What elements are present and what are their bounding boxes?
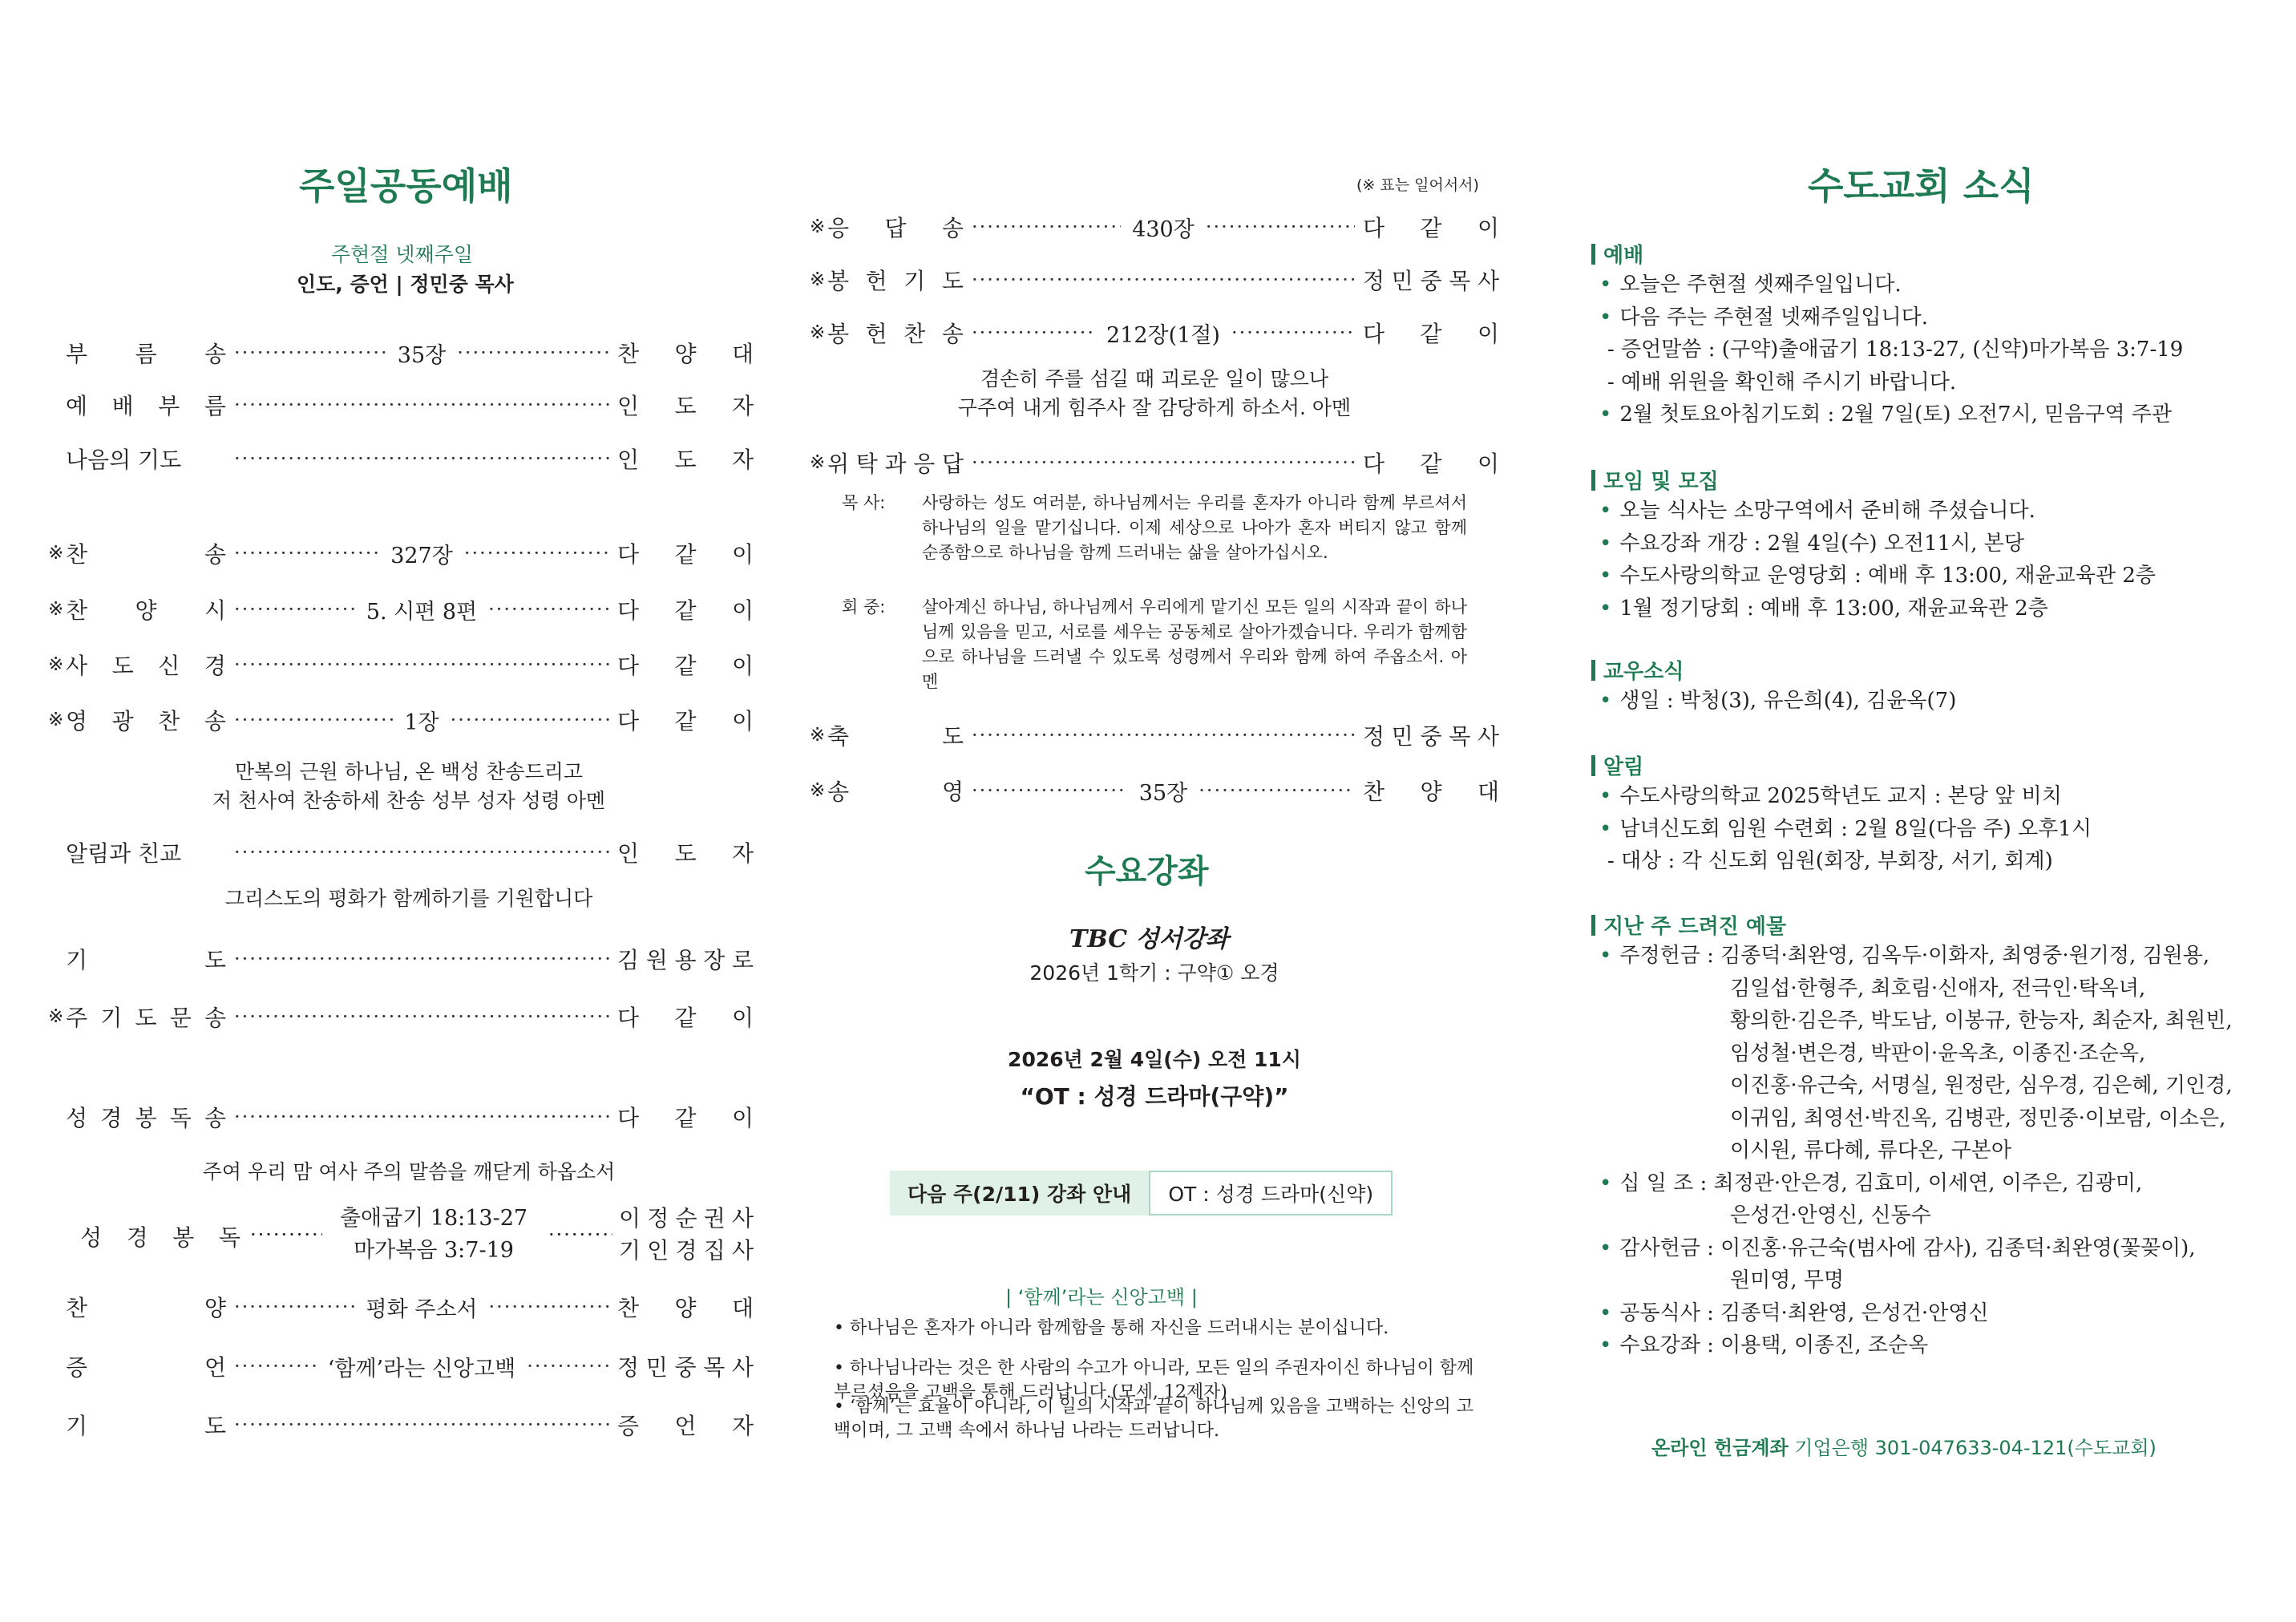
news-line [1730, 972, 2145, 1001]
bullet-icon: • [1599, 784, 1612, 808]
worship-item-row [48, 941, 754, 977]
section-heading-text: 지난 주 드려진 예물 [1603, 915, 1787, 939]
standing-mark: ※ [810, 780, 826, 801]
news-line-text: - 예배 위원을 확인해 주시기 바랍니다. [1607, 370, 1957, 394]
worship-item-detail: 430장 [1132, 216, 1194, 242]
news-line-text: 십 일 조 : 최정관·안은경, 김효미, 이세연, 이주은, 김광미, [1619, 1171, 2143, 1195]
news-line [1730, 1004, 2233, 1033]
news-line [1607, 366, 1956, 395]
news-section-heading [1591, 910, 1786, 940]
section-heading-text: 교우소식 [1603, 660, 1684, 684]
news-line-text: 수도사랑의학교 2025학년도 교지 : 본당 앞 비치 [1619, 784, 2062, 808]
news-line-text: 감사헌금 : 이진홍·유근숙(범사에 감사), 김종덕·최완영(꽃꽂이), [1619, 1236, 2196, 1260]
news-line-text: 이시원, 류다혜, 류다온, 구본아 [1730, 1139, 2011, 1163]
dot-leader [972, 269, 1355, 291]
scripture-reader: 기 인 경 집 사 [619, 1237, 754, 1264]
dot-leader [234, 594, 609, 625]
wednesday-lecture-title: 수요강좌 [1085, 853, 1209, 890]
worship-item-label: 찬 양 시 [66, 597, 226, 624]
news-line [1599, 527, 2024, 556]
news-line [1599, 812, 2092, 842]
worship-item-leader: 정 민 중 목 사 [617, 1354, 754, 1381]
worship-item-row [48, 387, 754, 423]
news-line-text: 주정헌금 : 김종덕·최완영, 김옥두·이화자, 최영중·원기정, 김원용, [1619, 944, 2210, 968]
confession-item [834, 1395, 1475, 1443]
dot-leader [234, 1005, 609, 1028]
news-line-text: 이귀임, 최영선·박진옥, 김병관, 정민중·이보람, 이소은, [1730, 1106, 2226, 1131]
confession-text: 하나님나라는 것은 한 사람의 수고가 아니라, 모든 일의 주권자이신 하나님이 함께 부르셨음을 고백을 통해 드러납니다.(모세, 12제자) [834, 1358, 1474, 1402]
worship-item-leader: 인 도 자 [617, 447, 754, 473]
dot-leader [234, 1414, 609, 1436]
worship-item-label: 부 름 송 [66, 341, 226, 367]
scripture-reader: 이 정 순 권 사 [619, 1205, 754, 1232]
news-line [1599, 301, 1928, 330]
worship-item-label: 증 언 [66, 1354, 226, 1381]
worship-item-row [810, 315, 1499, 350]
confession-text: 하나님은 혼자가 아니라 함께함을 통해 자신을 드러내시는 분이십니다. [849, 1318, 1389, 1338]
worship-item-leader: 다 같 이 [1363, 321, 1499, 347]
scripture-passages [325, 1203, 542, 1267]
worship-item-leader: 찬 양 대 [1363, 779, 1499, 805]
worship-title: 주일공동예배 [299, 164, 513, 208]
news-line [1599, 1296, 1989, 1326]
worship-item-leader: 다 같 이 [617, 708, 754, 734]
news-line-text: 2월 첫토요아침기도회 : 2월 7일(토) 오전7시, 믿음구역 주관 [1619, 402, 2173, 427]
news-section-heading [1591, 239, 1643, 269]
pastor-text: 사랑하는 성도 여러분, 하나님께서는 우리를 혼자가 아니라 함께 부르셔서 하나님의 일을 맡기십니다. 이제 세상으로 나아가 혼자 버티지 않고 함께 순종함으로 하나님을 함께 드러내는 삶을 살아가십시오. [922, 493, 1467, 562]
worship-item-detail: 327장 [390, 543, 453, 568]
worship-item-detail: 평화 주소서 [366, 1296, 478, 1322]
bullet-icon: • [1599, 689, 1612, 713]
news-title: 수도교회 소식 [1808, 164, 2035, 208]
news-line-text: 오늘은 주현절 셋째주일입니다. [1619, 273, 1902, 297]
worship-item-detail: ‘함께’라는 신앙고백 [327, 1356, 516, 1381]
worship-item-label: 나음의 기도 [66, 447, 182, 473]
worship-item-detail: 35장 [397, 342, 447, 368]
news-line [1730, 1199, 1931, 1228]
confession-text: ‘함께’는 효율이 아니라, 이 일의 시작과 끝이 하나님께 있음을 고백하는 신앙의 고백이며, 그 고백 속에서 하나님 나라는 드러납니다. [834, 1397, 1473, 1441]
worship-item-row [48, 1349, 754, 1384]
dot-leader [234, 948, 609, 970]
bullet-icon: • [1599, 273, 1612, 297]
worship-item-leader: 찬 양 대 [617, 341, 754, 367]
worship-item-label: 송 영 [827, 779, 964, 805]
bullet-icon: • [1599, 499, 1612, 523]
pastor-commission [842, 491, 1467, 565]
dot-leader [234, 1292, 609, 1323]
news-line-text: 은성건·안영신, 신동수 [1730, 1203, 1931, 1228]
reading-prayer-text: 주여 우리 맘 여사 주의 말씀을 깨닫게 하옵소서 [202, 1160, 616, 1183]
scripture-reading-row [48, 1203, 754, 1272]
worship-item-leader: 김 원 용 장 로 [617, 947, 754, 973]
section-bar-icon [1591, 915, 1595, 936]
bullet-icon: • [1599, 305, 1612, 330]
confession-item [834, 1317, 1475, 1341]
dot-leader [972, 775, 1355, 807]
scripture-passage: 출애굽기 18:13-27 [339, 1206, 528, 1231]
news-line-text: 남녀신도회 임원 수련회 : 2월 8일(다음 주) 오후1시 [1619, 816, 2092, 841]
standing-mark: ※ [810, 216, 826, 237]
section-heading-text: 예배 [1603, 244, 1644, 268]
worship-item-label: 응 답 송 [827, 215, 964, 241]
worship-item-row [48, 1099, 754, 1135]
lecture-term: 2026년 1학기 : 구약① 오경 [1029, 961, 1279, 985]
dot-leader [234, 1106, 609, 1128]
account-value: 기업은행 301-047633-04-121(수도교회) [1794, 1437, 2157, 1459]
worship-item-label: 주 기 도 문 송 [66, 1005, 226, 1031]
bullet-icon: • [834, 1358, 850, 1378]
news-line [1599, 1329, 1928, 1358]
offering-line: 구주여 내게 힘주사 잘 감당하게 하소서. 아멘 [957, 396, 1352, 419]
worship-item-label: 알림과 친교 [66, 840, 182, 867]
scripture-readers [619, 1203, 754, 1267]
worship-item-leader: 다 같 이 [617, 541, 754, 568]
doxology-line: 저 천사여 찬송하세 찬송 성부 성자 성령 아멘 [212, 789, 606, 812]
scripture-passage: 마가복음 3:7-19 [354, 1238, 514, 1263]
offering-line: 겸손히 주를 섬길 때 괴로운 일이 많으나 [980, 367, 1329, 390]
news-line-text: 김일섭·한형주, 최호림·신애자, 전극인·탁옥녀, [1730, 976, 2146, 1001]
news-line-text: 원미영, 무명 [1730, 1268, 1845, 1292]
worship-item-row [48, 835, 754, 870]
dot-leader [234, 447, 609, 470]
news-line [1730, 1102, 2225, 1131]
bullet-icon: • [1599, 816, 1612, 841]
worship-item-leader: 인 도 자 [617, 840, 754, 867]
dot-leader [234, 705, 609, 736]
scripture-label: 성 경 봉 독 [80, 1224, 241, 1251]
news-line [1599, 1167, 2142, 1196]
news-line-text: 임성철·변은경, 박판이·윤옥초, 이종진·조순옥, [1730, 1041, 2146, 1066]
news-line [1607, 844, 2053, 874]
news-line-text: 오늘 식사는 소망구역에서 준비해 주셨습니다. [1619, 499, 2035, 523]
congregation-label: 회 중: [842, 597, 886, 617]
worship-item-label: 기 도 [66, 947, 226, 973]
worship-item-label: 영 광 찬 송 [66, 708, 226, 734]
worship-item-leader: 정 민 중 목 사 [1363, 268, 1499, 294]
worship-item-detail: 35장 [1138, 780, 1188, 806]
dot-leader [972, 724, 1355, 746]
worship-item-label: 성 경 봉 독 송 [66, 1105, 226, 1131]
worship-item-leader: 증 언 자 [617, 1413, 754, 1439]
news-line-text: 수요강좌 개강 : 2월 4일(수) 오전11시, 본당 [1619, 531, 2025, 556]
leader-info: 인도, 증언 | 정민중 목사 [297, 273, 514, 296]
section-bar-icon [1591, 755, 1595, 776]
bullet-icon: • [1599, 596, 1612, 621]
bullet-icon: • [1599, 1333, 1612, 1357]
news-line [1607, 333, 2183, 362]
worship-item-detail: 1장 [404, 710, 439, 735]
section-heading-text: 모임 및 모집 [1603, 470, 1719, 494]
worship-item-label: 사 도 신 경 [66, 653, 226, 679]
dot-leader [234, 841, 609, 864]
congregation-response [842, 595, 1467, 694]
next-lecture-box [890, 1171, 1393, 1215]
bullet-icon: • [1599, 1300, 1612, 1325]
dot-leader [234, 538, 609, 569]
news-line [1599, 268, 1902, 297]
bullet-icon: • [1599, 564, 1612, 588]
standing-mark: ※ [810, 269, 826, 290]
section-bar-icon [1591, 470, 1595, 491]
news-line [1730, 1264, 1844, 1293]
next-lecture-value: OT : 성경 드라마(신약) [1149, 1171, 1393, 1215]
news-line-text: 공동식사 : 김종덕·최완영, 은성건·안영신 [1619, 1300, 1989, 1325]
worship-item-row [810, 209, 1499, 245]
news-line [1599, 779, 2062, 809]
standing-mark: ※ [48, 1006, 64, 1027]
congregation-text: 살아계신 하나님, 하나님께서 우리에게 맡기신 모든 일의 시작과 끝이 하나님께 있음을 믿고, 서로를 세우는 공동체로 살아가겠습니다. 우리가 함께함으로 하나님을 드러낼 수 있도록 성령께서 우리와 함께 하여 주옵소서. 아멘 [922, 597, 1467, 691]
news-line [1730, 1069, 2233, 1098]
worship-item-label: 기 도 [66, 1413, 226, 1439]
bullet-icon: • [1599, 1171, 1612, 1195]
worship-item-row [48, 702, 754, 738]
worship-item-row [810, 262, 1499, 297]
doxology-line: 만복의 근원 하나님, 온 백성 찬송드리고 [234, 760, 584, 783]
news-line-text: - 대상 : 각 신도회 임원(회장, 부회장, 서기, 회계) [1607, 849, 2053, 873]
worship-item-leader: 찬 양 대 [617, 1295, 754, 1321]
worship-item-label: 찬 송 [66, 541, 226, 568]
news-section-heading [1591, 655, 1684, 685]
bullet-icon: • [1599, 1236, 1612, 1260]
section-bar-icon [1591, 244, 1595, 265]
news-line-text: 이진홍·유근숙, 서명실, 원정란, 심우경, 김은혜, 기인경, [1730, 1074, 2233, 1098]
worship-item-label: 위 탁 과 응 답 [827, 451, 964, 477]
lecture-topic: “OT : 성경 드라마(구약)” [1020, 1083, 1289, 1110]
dot-leader [548, 1224, 612, 1246]
news-line [1730, 1134, 2011, 1163]
standing-mark: ※ [48, 710, 64, 730]
dot-leader [972, 318, 1355, 349]
news-section-heading [1591, 465, 1719, 495]
worship-item-leader: 다 같 이 [1363, 215, 1499, 241]
standing-mark: ※ [810, 452, 826, 473]
news-line [1599, 398, 2172, 427]
online-offering-account [1651, 1432, 2157, 1460]
news-line-text: 수요강좌 : 이용택, 이종진, 조순옥 [1619, 1333, 1929, 1357]
worship-item-leader: 정 민 중 목 사 [1363, 723, 1499, 750]
worship-item-label: 예 배 부 름 [66, 393, 226, 419]
worship-item-leader: 인 도 자 [617, 393, 754, 419]
bullet-icon: • [834, 1397, 850, 1417]
worship-item-detail: 5. 시편 8편 [366, 599, 478, 625]
dot-leader [972, 451, 1355, 474]
standing-note: (※ 표는 일어서서) [1356, 176, 1479, 194]
section-bar-icon [1591, 660, 1595, 681]
bullet-icon: • [1599, 944, 1612, 968]
news-line [1599, 592, 2048, 621]
news-line [1599, 559, 2156, 589]
worship-item-label: 축 도 [827, 723, 964, 750]
dot-leader [234, 338, 609, 369]
standing-mark: ※ [48, 654, 64, 675]
news-line [1599, 1232, 2196, 1261]
worship-item-row [48, 592, 754, 627]
standing-mark: ※ [810, 322, 826, 343]
doxology-text [48, 758, 770, 815]
worship-item-row [48, 1407, 754, 1442]
worship-item-row [48, 1289, 754, 1325]
news-line-text: 1월 정기당회 : 예배 후 13:00, 재윤교육관 2층 [1619, 596, 2048, 621]
worship-item-row [810, 773, 1499, 808]
news-line [1599, 684, 1956, 714]
worship-item-label: 봉 헌 기 도 [827, 268, 964, 294]
bullet-icon: • [1599, 531, 1612, 556]
worship-item-leader: 다 같 이 [617, 1005, 754, 1031]
worship-item-detail: 212장(1절) [1106, 322, 1220, 348]
news-line-text: 다음 주는 주현절 넷째주일입니다. [1619, 305, 1929, 330]
news-line [1599, 939, 2209, 969]
worship-item-leader: 다 같 이 [1363, 451, 1499, 477]
worship-item-row [48, 999, 754, 1034]
news-line-text: - 증언말씀 : (구약)출애굽기 18:13-27, (신약)마가복음 3:7-19 [1607, 338, 2184, 362]
worship-item-row [810, 445, 1499, 480]
account-label: 온라인 헌금계좌 [1651, 1437, 1789, 1459]
dot-leader [234, 1351, 609, 1382]
liturgical-day: 주현절 넷째주일 [331, 243, 473, 266]
pastor-label: 목 사: [842, 493, 886, 512]
worship-item-label: 봉 헌 찬 송 [827, 321, 964, 347]
dot-leader [972, 212, 1355, 243]
offering-hymn-text [810, 365, 1499, 423]
confession-title: | ‘함께’라는 신앙고백 | [1005, 1286, 1198, 1309]
standing-mark: ※ [810, 725, 826, 746]
news-line-text: 수도사랑의학교 운영당회 : 예배 후 13:00, 재윤교육관 2층 [1619, 564, 2157, 588]
bullet-icon: • [1599, 402, 1612, 427]
news-line [1730, 1037, 2145, 1066]
worship-item-row [810, 718, 1499, 753]
worship-item-row [48, 335, 754, 370]
worship-item-leader: 다 같 이 [617, 597, 754, 624]
news-line-text: 생일 : 박청(3), 유은희(4), 김윤옥(7) [1619, 689, 1957, 713]
worship-item-label: 찬 양 [66, 1295, 226, 1321]
news-section-heading [1591, 750, 1643, 780]
standing-mark: ※ [48, 599, 64, 620]
dot-leader [250, 1224, 322, 1246]
peace-text: 그리스도의 평화가 함께하기를 기원합니다 [224, 887, 593, 910]
news-line-text: 황의한·김은주, 박도남, 이봉규, 한능자, 최순자, 최원빈, [1730, 1009, 2233, 1033]
dot-leader [234, 653, 609, 676]
worship-item-row [48, 536, 754, 571]
tbc-lecture-logo: TBC 성서강좌 [1069, 925, 1229, 953]
worship-item-leader: 다 같 이 [617, 653, 754, 679]
worship-item-row [48, 441, 754, 476]
bullet-icon: • [834, 1318, 850, 1338]
next-lecture-label: 다음 주(2/11) 강좌 안내 [890, 1171, 1149, 1215]
news-line [1599, 494, 2035, 524]
standing-mark: ※ [48, 543, 64, 564]
worship-item-leader: 다 같 이 [617, 1105, 754, 1131]
worship-item-row [48, 647, 754, 682]
lecture-date: 2026년 2월 4일(수) 오전 11시 [1008, 1048, 1301, 1071]
section-heading-text: 알림 [1603, 755, 1644, 779]
dot-leader [234, 394, 609, 416]
